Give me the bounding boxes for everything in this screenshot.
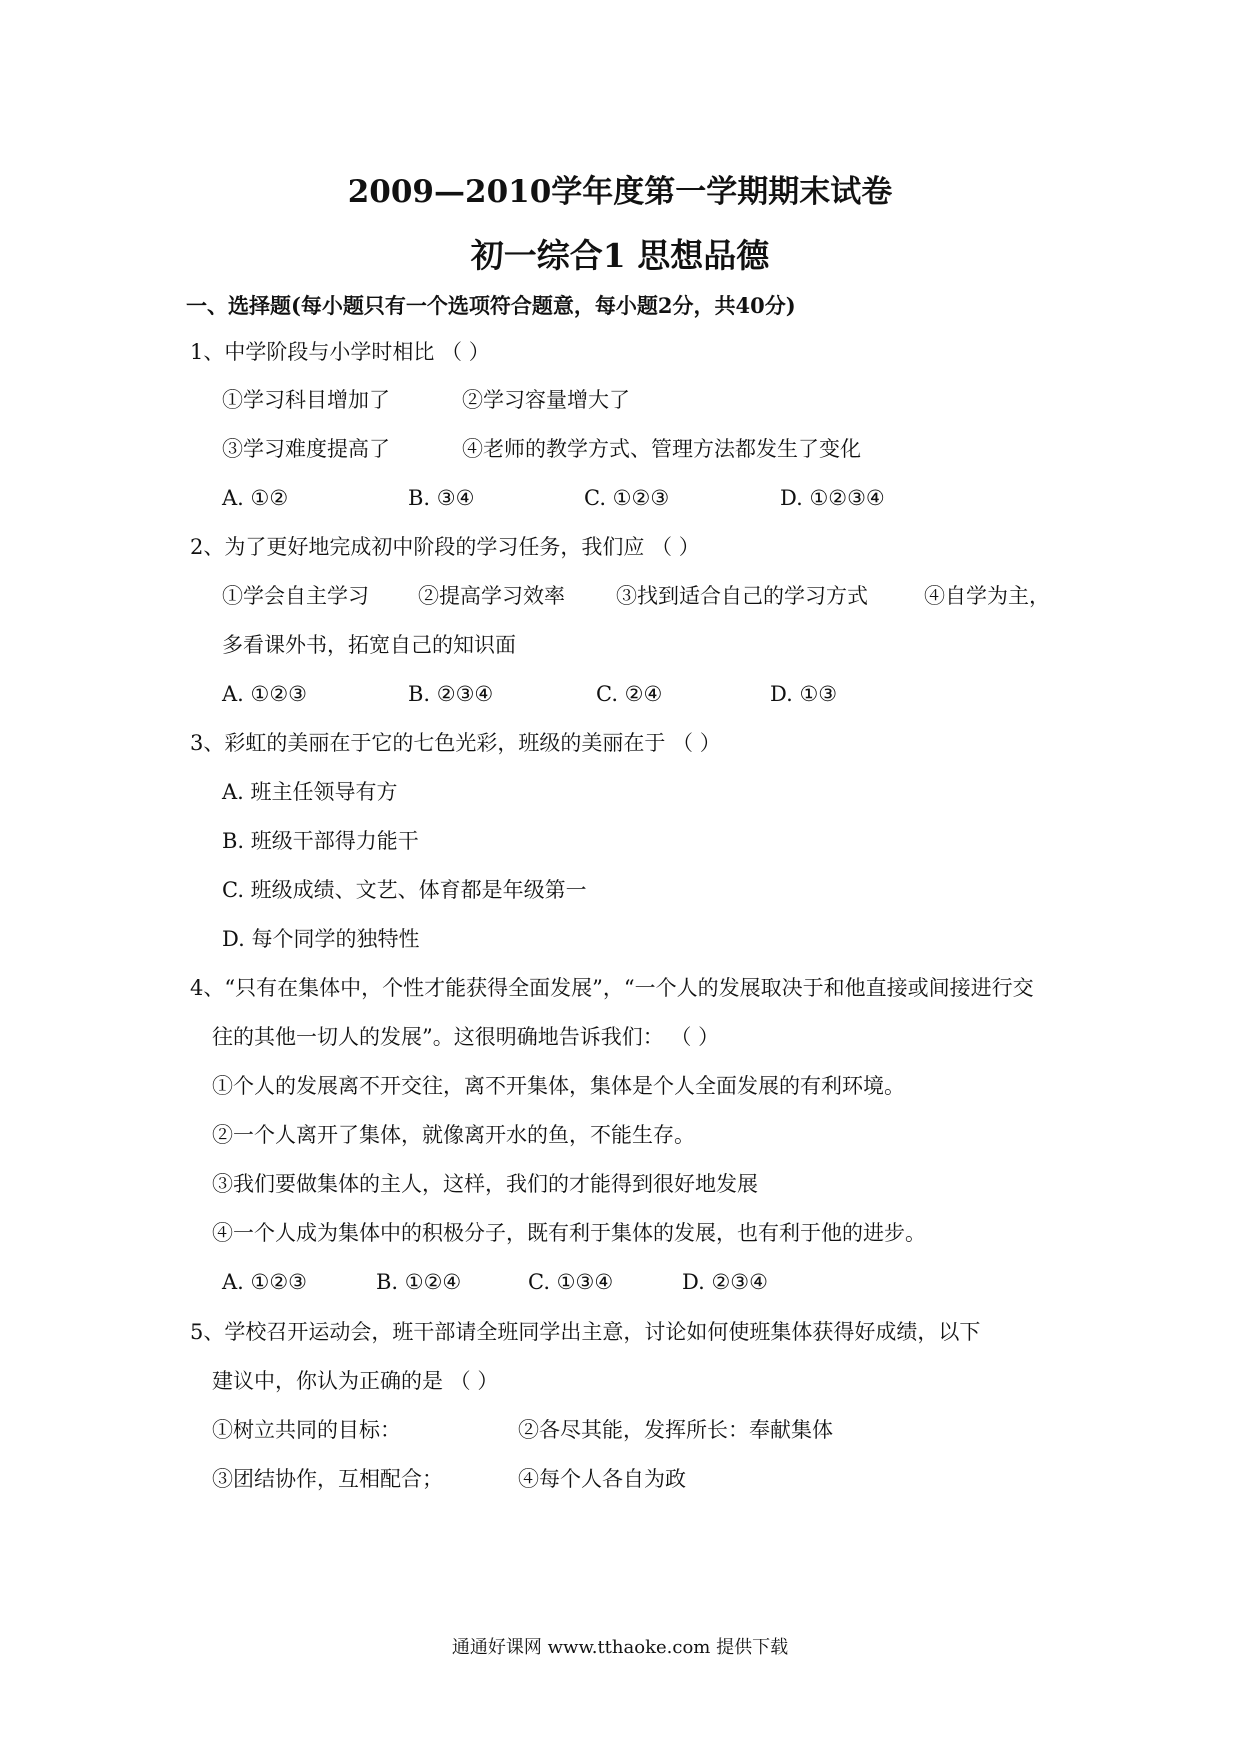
answer-choice: B. ②③④ <box>408 682 494 706</box>
answer-choice: D. ②③④ <box>682 1270 768 1294</box>
answer-choice: D. 每个同学的独特性 <box>222 927 420 951</box>
answer-choice: D. ①③ <box>770 682 838 706</box>
answer-choice: A. ①②③ <box>222 1270 307 1294</box>
question-item: ①学会自主学习 <box>222 584 369 608</box>
question-item: ①树立共同的目标： <box>212 1418 401 1442</box>
question-stem: 5、学校召开运动会，班干部请全班同学出主意，讨论如何使班集体获得好成绩，以下 <box>190 1320 981 1344</box>
answer-choice: D. ①②③④ <box>780 486 885 510</box>
answer-choice: A. ①② <box>222 486 289 510</box>
question-item: ④自学为主， <box>924 584 1050 608</box>
question-item: ④老师的教学方式、管理方法都发生了变化 <box>462 437 861 461</box>
footer-credit: 通通好课网 www.tthaoke.com 提供下载 <box>451 1637 789 1658</box>
question-continuation: 多看课外书，拓宽自己的知识面 <box>222 633 516 657</box>
page-title: 2009—2010学年度第一学期期末试卷 <box>347 174 893 210</box>
question-stem: 2、为了更好地完成初中阶段的学习任务，我们应 （ ） <box>190 535 700 559</box>
question-item: ③我们要做集体的主人，这样，我们的才能得到很好地发展 <box>212 1172 758 1196</box>
question-stem: 1、中学阶段与小学时相比 （ ） <box>190 340 490 364</box>
answer-choice: B. ③④ <box>408 486 475 510</box>
page-subtitle: 初一综合1 思想品德 <box>470 236 770 275</box>
question-item: ②学习容量增大了 <box>462 388 630 412</box>
answer-choice: C. 班级成绩、文艺、体育都是年级第一 <box>222 878 587 902</box>
section-heading: 一、选择题(每小题只有一个选项符合题意，每小题2分，共40分) <box>186 293 796 318</box>
answer-choice: B. ①②④ <box>376 1270 462 1294</box>
answer-choice: C. ①③④ <box>528 1270 614 1294</box>
question-stem-continued: 往的其他一切人的发展”。这很明确地告诉我们： （ ） <box>212 1025 720 1049</box>
question-item: ④一个人成为集体中的积极分子，既有利于集体的发展，也有利于他的进步。 <box>212 1221 926 1245</box>
question-stem: 4、“只有在集体中，个性才能获得全面发展”，“一个人的发展取决于和他直接或间接进行交 <box>190 976 1034 1000</box>
answer-choice: C. ②④ <box>596 682 663 706</box>
answer-choice: C. ①②③ <box>584 486 670 510</box>
question-item: ③团结协作，互相配合； <box>212 1467 443 1491</box>
answer-choice: A. ①②③ <box>222 682 307 706</box>
answer-choice: B. 班级干部得力能干 <box>222 829 419 853</box>
question-item: ③学习难度提高了 <box>222 437 390 461</box>
question-item: ④每个人各自为政 <box>518 1467 686 1491</box>
question-stem: 3、彩虹的美丽在于它的七色光彩，班级的美丽在于 （ ） <box>190 731 721 755</box>
question-item: ③找到适合自己的学习方式 <box>616 584 868 608</box>
question-item: ①个人的发展离不开交往，离不开集体，集体是个人全面发展的有利环境。 <box>212 1074 905 1098</box>
answer-choice: A. 班主任领导有方 <box>222 780 398 804</box>
question-item: ②提高学习效率 <box>418 584 565 608</box>
question-item: ②一个人离开了集体，就像离开水的鱼，不能生存。 <box>212 1123 695 1147</box>
question-item: ②各尽其能，发挥所长：奉献集体 <box>518 1418 833 1442</box>
question-item: ①学习科目增加了 <box>222 388 390 412</box>
question-stem-continued: 建议中，你认为正确的是 （ ） <box>212 1369 499 1393</box>
